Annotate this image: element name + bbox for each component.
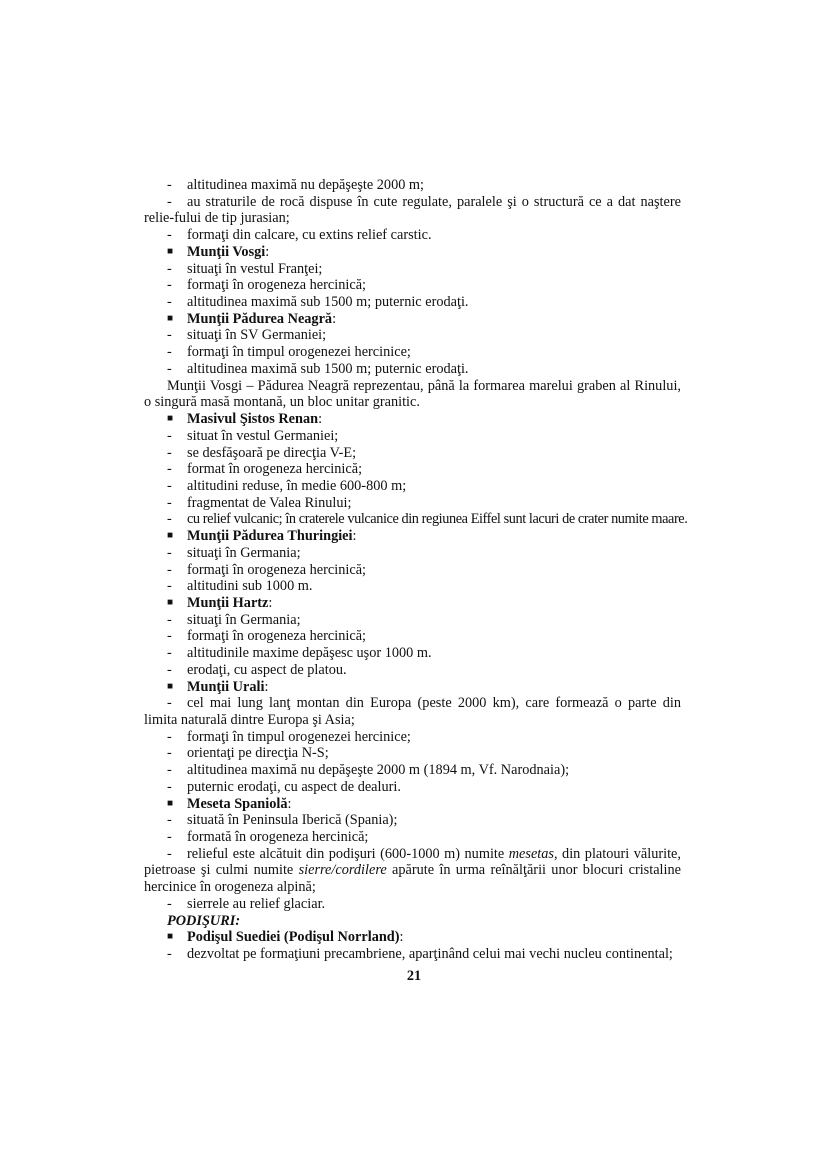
list-item-text: format în orogeneza hercinică; [187,461,363,478]
square-bullet-icon: ■ [167,413,174,425]
list-item-text: formaţi din calcare, cu extins relief carstic. [187,227,432,244]
text-segment: apărute în urma reînălţării unor blocuri cristaline hercinice în orogeneza alpină; [144,862,681,896]
dash-marker: - [167,544,172,561]
dash-marker: - [167,745,172,762]
list-item-text: formaţi în orogeneza hercinică; [187,628,367,645]
section-title-text: Munţii Pădurea Neagră [187,310,333,327]
page-number: 21 [406,968,422,984]
dash-marker: - [167,829,172,846]
dash-marker: - [167,260,172,277]
list-item-text: situaţi în vestul Franţei; [187,260,323,277]
dash-marker: - [167,444,172,461]
section-title-text: Meseta Spaniolă [187,795,288,812]
list-item [144,261,681,278]
square-bullet-icon: ■ [167,931,174,943]
list-item [144,729,681,746]
text-segment: , din platouri vălurite, pietroase şi culmi numite [144,845,681,879]
list-item-text: altitudinea maximă sub 1500 m; puternic erodaţi. [187,360,469,377]
section-title-text: Munţii Urali [187,678,265,695]
list-item-text: formaţi în orogeneza hercinică; [187,277,367,294]
text-segment: au straturile de rocă dispuse în cute regulate, paralele şi o structură ce a dat naştere relie-fului de tip jurasian; [144,193,681,227]
list-item [144,227,681,244]
list-item [144,511,688,528]
list-item [144,662,681,679]
subheading [144,913,681,930]
list-item [144,177,681,194]
list-item [144,645,681,662]
section-title-text: Masivul Şistos Renan [187,411,319,428]
dash-marker: - [167,812,172,829]
dash-marker: - [167,895,172,912]
list-item-text: cu relief vulcanic; în craterele vulcanice din regiunea Eiffel sunt lacuri de crater numite maare. [187,511,688,528]
list-item [144,344,681,361]
dash-marker: - [167,778,172,795]
list-item [144,812,681,829]
section-title-suffix: : [287,795,292,812]
dash-marker: - [167,661,172,678]
square-bullet-icon: ■ [167,245,174,257]
dash-marker: - [167,645,172,662]
list-item-paragraph [144,695,681,728]
list-item [144,762,681,779]
list-item-text: altitudinea maximă nu depăşeşte 2000 m; [187,177,425,193]
text-segment: relieful este alcătuit din podişuri (600-1000 m) numite [187,845,509,862]
list-item-text: sierrele au relief glaciar. [187,895,326,912]
list-item-text: situaţi în Germania; [187,611,301,628]
dash-marker: - [167,227,172,244]
list-item [144,327,681,344]
list-item-text: formată în orogeneza hercinică; [187,829,369,846]
italic-term: sierre/cordilere [298,862,387,879]
paragraph [144,378,681,411]
list-item [144,745,681,762]
section-title-text: Munţii Hartz [187,594,269,611]
list-item [144,294,681,311]
section-title-suffix: : [265,243,270,260]
list-item [144,829,681,846]
list-item-text: situată în Peninsula Iberică (Spania); [187,812,398,829]
section-title [144,595,681,612]
dash-marker: - [167,511,172,528]
dash-marker: - [167,611,172,628]
list-item-text: orientaţi pe direcţia N-S; [187,745,329,762]
dash-marker: - [167,477,172,494]
section-title [144,929,681,946]
text-segment: cel mai lung lanţ montan din Europa (peste 2000 km), care formează o parte din limita naturală dintre Europa şi Asia; [144,695,681,728]
square-bullet-icon: ■ [167,680,174,692]
dash-marker: - [167,277,172,294]
list-item-text: altitudini sub 1000 m. [187,578,313,595]
section-title-suffix: : [268,594,273,611]
list-item-text: fragmentat de Valea Rinului; [187,494,352,511]
section-title [144,244,681,261]
section-title-suffix: : [399,929,404,946]
list-item-text: altitudinea maximă nu depăşeşte 2000 m (1894 m, Vf. Narodnaia); [187,762,570,779]
list-item [144,779,681,796]
dash-marker: - [167,461,172,478]
list-item-text: se desfăşoară pe direcţia V-E; [187,444,357,461]
section-title [144,679,681,696]
list-item-text: altitudinile maxime depăşesc uşor 1000 m. [187,645,432,662]
dash-marker: - [167,946,172,963]
list-item-text: erodaţi, cu aspect de platou. [187,661,347,678]
list-item [144,946,681,963]
list-item [144,361,681,378]
list-item [144,545,681,562]
list-item-text: altitudini reduse, în medie 600-800 m; [187,477,407,494]
list-item-text: puternic erodaţi, cu aspect de dealuri. [187,778,401,795]
list-item [144,478,681,495]
list-item [144,578,681,595]
section-title [144,311,681,328]
section-title-text: Munţii Pădurea Thuringiei [187,528,353,545]
list-item-text: situat în vestul Germaniei; [187,427,339,444]
square-bullet-icon: ■ [167,312,174,324]
dash-marker: - [167,578,172,595]
section-title-suffix: : [332,310,337,327]
list-item-paragraph [144,194,681,227]
list-item-text: dezvoltat pe formaţiuni precambriene, aparţinând celui mai vechi nucleu continental; [187,946,673,963]
dash-marker: - [167,193,172,210]
dash-marker: - [167,427,172,444]
dash-marker: - [167,728,172,745]
section-title [144,796,681,813]
list-item [144,628,681,645]
dash-marker: - [167,494,172,511]
subheading-text: PODIŞURI: [167,912,241,929]
dash-marker: - [167,561,172,578]
section-title-suffix: : [264,678,269,695]
list-item [144,612,681,629]
section-title-text: Munţii Vosgi [187,243,266,260]
list-item [144,896,681,913]
list-item-paragraph [144,846,681,896]
list-item-text: formaţi în timpul orogenezei hercinice; [187,728,411,745]
list-item-text: situaţi în SV Germaniei; [187,327,327,344]
section-title-text: Podişul Suediei (Podişul Norrland) [187,929,400,946]
list-item [144,428,681,445]
section-title [144,528,681,545]
list-item-text: formaţi în timpul orogenezei hercinice; [187,344,411,361]
dash-marker: - [167,762,172,779]
dash-marker: - [167,845,172,862]
list-item [144,461,681,478]
dash-marker: - [167,294,172,311]
square-bullet-icon: ■ [167,596,174,608]
text-segment: Munţii Vosgi – Pădurea Neagră reprezentau, până la formarea marelui graben al Rinului, o singură masă montană, un bloc unitar granitic. [144,377,681,411]
list-item [144,277,681,294]
section-title-suffix: : [352,528,357,545]
dash-marker: - [167,177,172,193]
dash-marker: - [167,327,172,344]
square-bullet-icon: ■ [167,797,174,809]
list-item-text: altitudinea maximă sub 1500 m; puternic erodaţi. [187,294,469,311]
dash-marker: - [167,628,172,645]
document-body [144,177,688,963]
dash-marker: - [167,344,172,361]
list-item [144,562,681,579]
list-item-text: situaţi în Germania; [187,544,301,561]
dash-marker: - [167,695,172,712]
list-item-text: formaţi în orogeneza hercinică; [187,561,367,578]
list-item [144,445,681,462]
section-title [144,411,681,428]
dash-marker: - [167,360,172,377]
list-item [144,495,681,512]
section-title-suffix: : [318,411,323,428]
italic-term: mesetas [508,845,554,862]
square-bullet-icon: ■ [167,530,174,542]
